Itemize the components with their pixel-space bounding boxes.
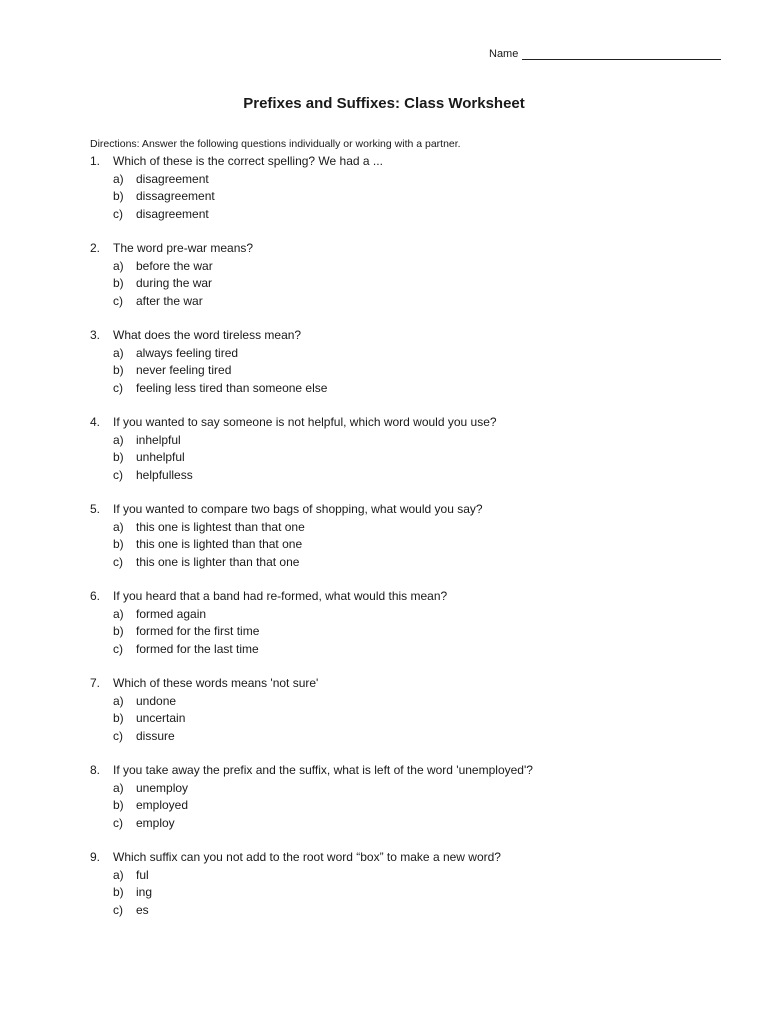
option-letter: c) xyxy=(113,206,123,221)
answer-option xyxy=(90,536,710,554)
option-letter: b) xyxy=(113,363,124,377)
option-letter: a) xyxy=(113,606,124,621)
option-text: employ xyxy=(136,815,175,830)
question-line xyxy=(90,327,710,345)
option-text: dissagreement xyxy=(136,189,215,203)
answer-option xyxy=(90,867,710,885)
option-letter: a) xyxy=(113,345,124,360)
option-text: disagreement xyxy=(136,171,209,186)
option-text: formed for the first time xyxy=(136,624,260,638)
question-text: If you wanted to compare two bags of shopping, what would you say? xyxy=(113,502,483,516)
option-letter: b) xyxy=(113,189,124,203)
question-number: 4. xyxy=(90,415,101,429)
question-text: If you heard that a band had re-formed, what would this mean? xyxy=(113,589,448,603)
answer-option xyxy=(90,780,710,798)
question-5 xyxy=(90,501,710,588)
question-line xyxy=(90,153,710,171)
option-text: after the war xyxy=(136,293,203,308)
option-letter: c) xyxy=(113,380,123,395)
answer-option xyxy=(90,432,710,450)
option-letter: c) xyxy=(113,728,123,743)
question-text: Which of these is the correct spelling? We had a ... xyxy=(113,154,383,168)
question-text: If you wanted to say someone is not helpful, which word would you use? xyxy=(113,415,497,429)
question-number: 3. xyxy=(90,328,101,342)
option-text: undone xyxy=(136,693,177,708)
option-letter: a) xyxy=(113,780,124,795)
option-letter: a) xyxy=(113,171,124,186)
option-text: employed xyxy=(136,798,189,812)
answer-option xyxy=(90,710,710,728)
option-letter: c) xyxy=(113,467,123,482)
name-field xyxy=(489,47,721,60)
question-text: The word pre-war means? xyxy=(113,241,254,255)
question-9 xyxy=(90,849,710,936)
answer-option xyxy=(90,623,710,641)
option-letter: a) xyxy=(113,258,124,273)
question-line xyxy=(90,240,710,258)
answer-option xyxy=(90,519,710,537)
name-label: Name xyxy=(489,48,519,60)
option-text: ful xyxy=(136,867,149,882)
question-text: Which of these words means 'not sure' xyxy=(113,676,319,690)
option-text: during the war xyxy=(136,276,213,290)
answer-option xyxy=(90,693,710,711)
question-list xyxy=(90,153,710,936)
answer-option xyxy=(90,293,710,311)
answer-option xyxy=(90,797,710,815)
answer-option xyxy=(90,884,710,902)
question-8 xyxy=(90,762,710,849)
option-letter: b) xyxy=(113,450,124,464)
question-number: 8. xyxy=(90,763,101,777)
option-letter: a) xyxy=(113,432,124,447)
option-letter: c) xyxy=(113,554,123,569)
option-text: always feeling tired xyxy=(136,345,239,360)
option-text: this one is lightest than that one xyxy=(136,519,305,534)
option-text: feeling less tired than someone else xyxy=(136,380,328,395)
option-text: this one is lighter than that one xyxy=(136,554,300,569)
question-line xyxy=(90,414,710,432)
answer-option xyxy=(90,728,710,746)
option-letter: b) xyxy=(113,798,124,812)
option-text: uncertain xyxy=(136,711,186,725)
question-text: Which suffix can you not add to the root word “box” to make a new word? xyxy=(113,850,501,864)
option-letter: b) xyxy=(113,537,124,551)
question-number: 6. xyxy=(90,589,101,603)
option-letter: c) xyxy=(113,902,123,917)
option-letter: b) xyxy=(113,711,124,725)
answer-option xyxy=(90,380,710,398)
question-1 xyxy=(90,153,710,240)
question-6 xyxy=(90,588,710,675)
answer-option xyxy=(90,345,710,363)
question-2 xyxy=(90,240,710,327)
option-text: es xyxy=(136,902,149,917)
option-letter: c) xyxy=(113,815,123,830)
question-7 xyxy=(90,675,710,762)
option-text: this one is lighted than that one xyxy=(136,537,303,551)
option-text: unhelpful xyxy=(136,450,185,464)
option-text: unemploy xyxy=(136,780,189,795)
option-text: ing xyxy=(136,885,153,899)
question-line xyxy=(90,762,710,780)
answer-option xyxy=(90,815,710,833)
directions-text: Directions: Answer the following questions individually or working with a partner. xyxy=(90,138,461,150)
answer-option xyxy=(90,188,710,206)
question-line xyxy=(90,849,710,867)
answer-option xyxy=(90,449,710,467)
question-text: If you take away the prefix and the suffix, what is left of the word 'unemployed'? xyxy=(113,763,533,777)
option-text: disagreement xyxy=(136,206,209,221)
name-blank-line xyxy=(522,47,721,60)
option-letter: a) xyxy=(113,867,124,882)
question-4 xyxy=(90,414,710,501)
question-line xyxy=(90,501,710,519)
answer-option xyxy=(90,606,710,624)
question-number: 1. xyxy=(90,154,101,168)
answer-option xyxy=(90,641,710,659)
answer-option xyxy=(90,171,710,189)
option-text: dissure xyxy=(136,728,175,743)
question-number: 5. xyxy=(90,502,101,516)
option-letter: b) xyxy=(113,276,124,290)
option-letter: a) xyxy=(113,519,124,534)
question-number: 7. xyxy=(90,676,101,690)
option-text: formed for the last time xyxy=(136,641,259,656)
option-text: never feeling tired xyxy=(136,363,232,377)
answer-option xyxy=(90,554,710,572)
option-letter: b) xyxy=(113,885,124,899)
option-text: formed again xyxy=(136,606,207,621)
question-number: 2. xyxy=(90,241,101,255)
answer-option xyxy=(90,275,710,293)
option-letter: c) xyxy=(113,641,123,656)
option-letter: c) xyxy=(113,293,123,308)
answer-option xyxy=(90,902,710,920)
question-line xyxy=(90,588,710,606)
question-text: What does the word tireless mean? xyxy=(113,328,302,342)
option-text: helpfulless xyxy=(136,467,193,482)
option-text: before the war xyxy=(136,258,213,273)
answer-option xyxy=(90,467,710,485)
page-title: Prefixes and Suffixes: Class Worksheet xyxy=(243,95,525,112)
answer-option xyxy=(90,258,710,276)
answer-option xyxy=(90,206,710,224)
option-text: inhelpful xyxy=(136,432,181,447)
option-letter: a) xyxy=(113,693,124,708)
question-number: 9. xyxy=(90,850,101,864)
question-3 xyxy=(90,327,710,414)
option-letter: b) xyxy=(113,624,124,638)
answer-option xyxy=(90,362,710,380)
question-line xyxy=(90,675,710,693)
